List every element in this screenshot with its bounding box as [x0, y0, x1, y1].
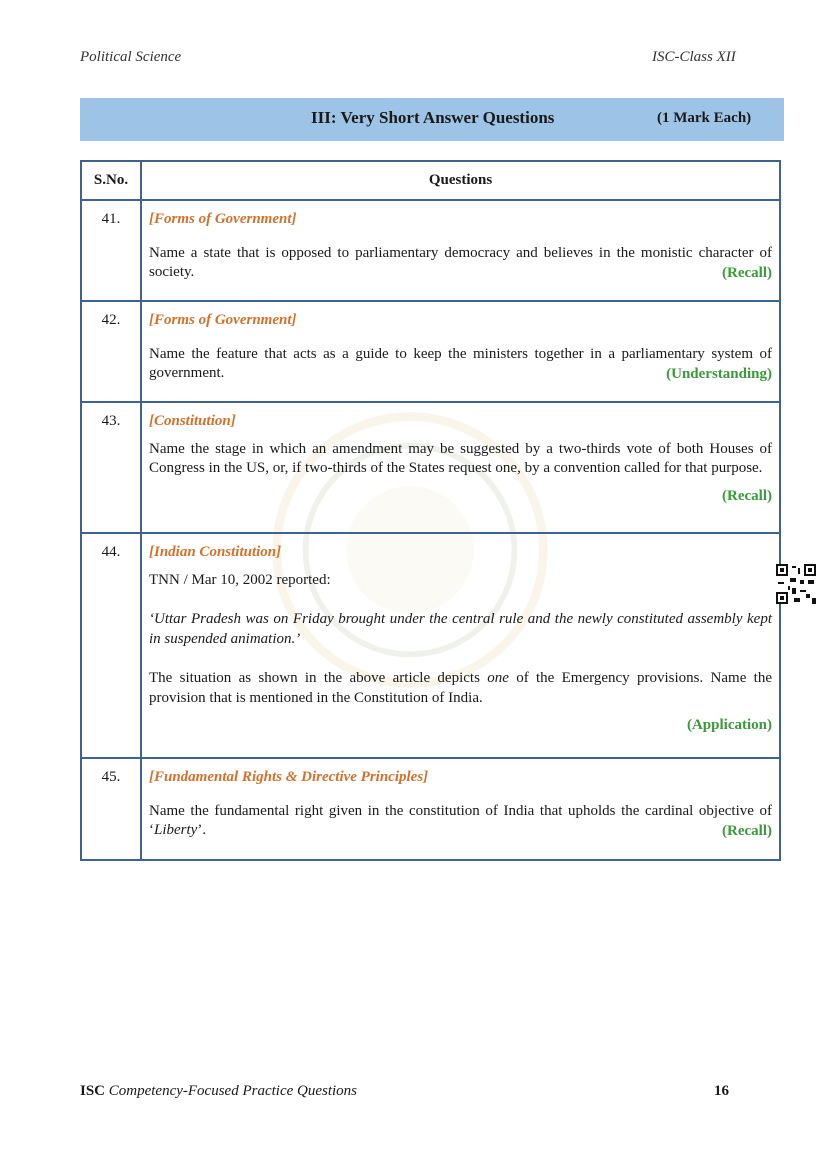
- question-tag: (Recall): [722, 264, 772, 281]
- question-cell: [141, 200, 780, 301]
- question-tag: (Recall): [722, 487, 772, 504]
- news-source: TNN / Mar 10, 2002 reported:: [149, 571, 331, 588]
- question-text: Name the feature that acts as a guide to keep the ministers together in a parliamentary system of government.: [149, 345, 772, 381]
- question-text-part: ’.: [197, 822, 207, 838]
- sno-header: S.No.: [81, 161, 141, 200]
- question-topic: [Forms of Government]: [149, 211, 297, 227]
- table-header-row: [81, 161, 780, 200]
- question-text: [149, 669, 772, 708]
- question-number: 42.: [81, 301, 141, 402]
- question-text-emphasis: Liberty: [154, 822, 198, 838]
- question-text-part: of the Emergency provisions. Name the provision that is mentioned in the Constitution of India.: [149, 670, 772, 706]
- question-tag: (Recall): [722, 822, 772, 839]
- question-cell: [141, 402, 780, 533]
- section-marks: (1 Mark Each): [657, 110, 752, 126]
- question-cell: [141, 758, 780, 860]
- question-tag: (Application): [686, 717, 772, 733]
- footer-subtitle: Competency-Focused Practice Questions: [108, 1083, 358, 1099]
- question-tag: (Understanding): [666, 365, 772, 382]
- question-number: 45.: [81, 758, 141, 860]
- page-number: 16: [714, 1083, 729, 1099]
- footer-brand: ISC: [80, 1083, 106, 1099]
- question-text: Name the stage in which an amendment may be suggested by a two-thirds vote of both Houses of Congress in the US, or, if two-thirds of the States request one, by a convention called for that purpose.: [149, 440, 772, 476]
- question-topic: [Forms of Government]: [149, 312, 297, 328]
- section-title: III: Very Short Answer Questions: [311, 108, 555, 127]
- question-number: 43.: [81, 402, 141, 533]
- qr-code-icon[interactable]: [776, 564, 816, 604]
- questions-table: [80, 160, 781, 861]
- header-subject: Political Science: [80, 49, 182, 65]
- question-cell: [141, 301, 780, 402]
- header-class: ISC-Class XII: [652, 49, 736, 65]
- question-number: 44.: [81, 533, 141, 758]
- question-text-emphasis: one: [487, 670, 509, 686]
- footer-title: [80, 1083, 357, 1100]
- question-topic: [Constitution]: [149, 413, 236, 429]
- table-row: [81, 301, 780, 402]
- question-cell: [141, 533, 780, 758]
- question-number: 41.: [81, 200, 141, 301]
- news-quote: ‘Uttar Pradesh was on Friday brought under the central rule and the newly constituted assembly kept in suspended animation.’: [149, 611, 772, 647]
- question-topic: [Indian Constitution]: [149, 544, 282, 560]
- table-row: [81, 200, 780, 301]
- table-row: [81, 758, 780, 860]
- question-topic: [Fundamental Rights & Directive Principles]: [149, 769, 429, 785]
- section-banner: [80, 98, 784, 141]
- table-row: [81, 533, 780, 758]
- question-text-part: Name the fundamental right given in the constitution of India that upholds the cardinal objective of ‘: [149, 802, 772, 838]
- table-row: [81, 402, 780, 533]
- questions-header: Questions: [141, 161, 780, 200]
- question-text: Name a state that is opposed to parliamentary democracy and believes in the monistic character of society.: [149, 244, 772, 280]
- question-text-part: The situation as shown in the above article depicts: [149, 670, 480, 686]
